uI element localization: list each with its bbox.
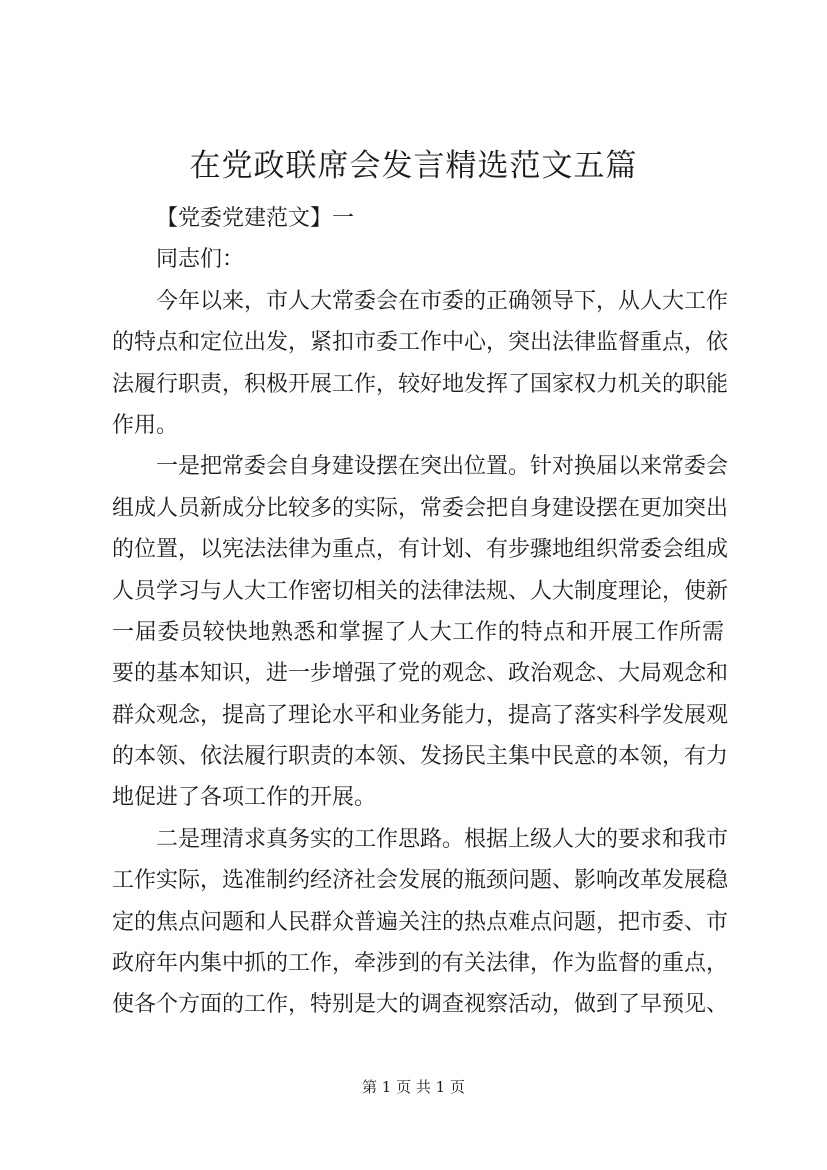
paragraph-1-line: 作用。 — [112, 412, 179, 438]
paragraph-3-line: 工作实际，选准制约经济社会发展的瓶颈问题、影响改革发展稳 — [112, 868, 729, 894]
paragraph-3-line: 政府年内集中抓的工作，牵涉到的有关法律，作为监督的重点， — [112, 951, 729, 977]
paragraph-2-line: 的位置，以宪法法律为重点，有计划、有步骤地组织常委会组成 — [112, 537, 729, 563]
paragraph-2-line: 一届委员较快地熟悉和掌握了人大工作的特点和开展工作所需 — [112, 619, 724, 645]
paragraph-2-line: 的本领、依法履行职责的本领、发扬民主集中民意的本领，有力 — [112, 744, 729, 770]
paragraph-2-line: 人员学习与人大工作密切相关的法律法规、人大制度理论，使新 — [112, 578, 729, 604]
paragraph-3-line: 使各个方面的工作，特别是大的调查视察活动，做到了早预见、 — [112, 992, 729, 1018]
paragraph-2-line: 群众观念，提高了理论水平和业务能力，提高了落实科学发展观 — [112, 702, 729, 728]
paragraph-1-line: 的特点和定位出发，紧扣市委工作中心，突出法律监督重点，依 — [112, 330, 729, 356]
section-heading: 【党委党建范文】一 — [156, 206, 355, 231]
salutation: 同志们： — [156, 247, 245, 273]
paragraph-3-line: 定的焦点问题和人民群众普遍关注的热点难点问题，把市委、市 — [112, 909, 729, 935]
paragraph-2-line: 地促进了各项工作的开展。 — [112, 785, 377, 811]
paragraph-1-line: 今年以来，市人大常委会在市委的正确领导下，从人大工作 — [156, 288, 729, 314]
paragraph-2-line: 一是把常委会自身建设摆在突出位置。针对换届以来常委会 — [156, 454, 729, 480]
paragraph-2-line: 要的基本知识，进一步增强了党的观念、政治观念、大局观念和 — [112, 661, 729, 687]
document-title: 在党政联席会发言精选范文五篇 — [189, 148, 638, 184]
document-body — [112, 198, 729, 1026]
paragraph-1-line: 法履行职责，积极开展工作，较好地发挥了国家权力机关的职能 — [112, 371, 729, 397]
paragraph-2-line: 组成人员新成分比较多的实际，常委会把自身建设摆在更加突出 — [112, 495, 729, 521]
paragraph-3-line: 二是理清求真务实的工作思路。根据上级人大的要求和我市 — [156, 826, 729, 852]
page-footer: 第 1 页 共 1 页 — [362, 1078, 465, 1096]
